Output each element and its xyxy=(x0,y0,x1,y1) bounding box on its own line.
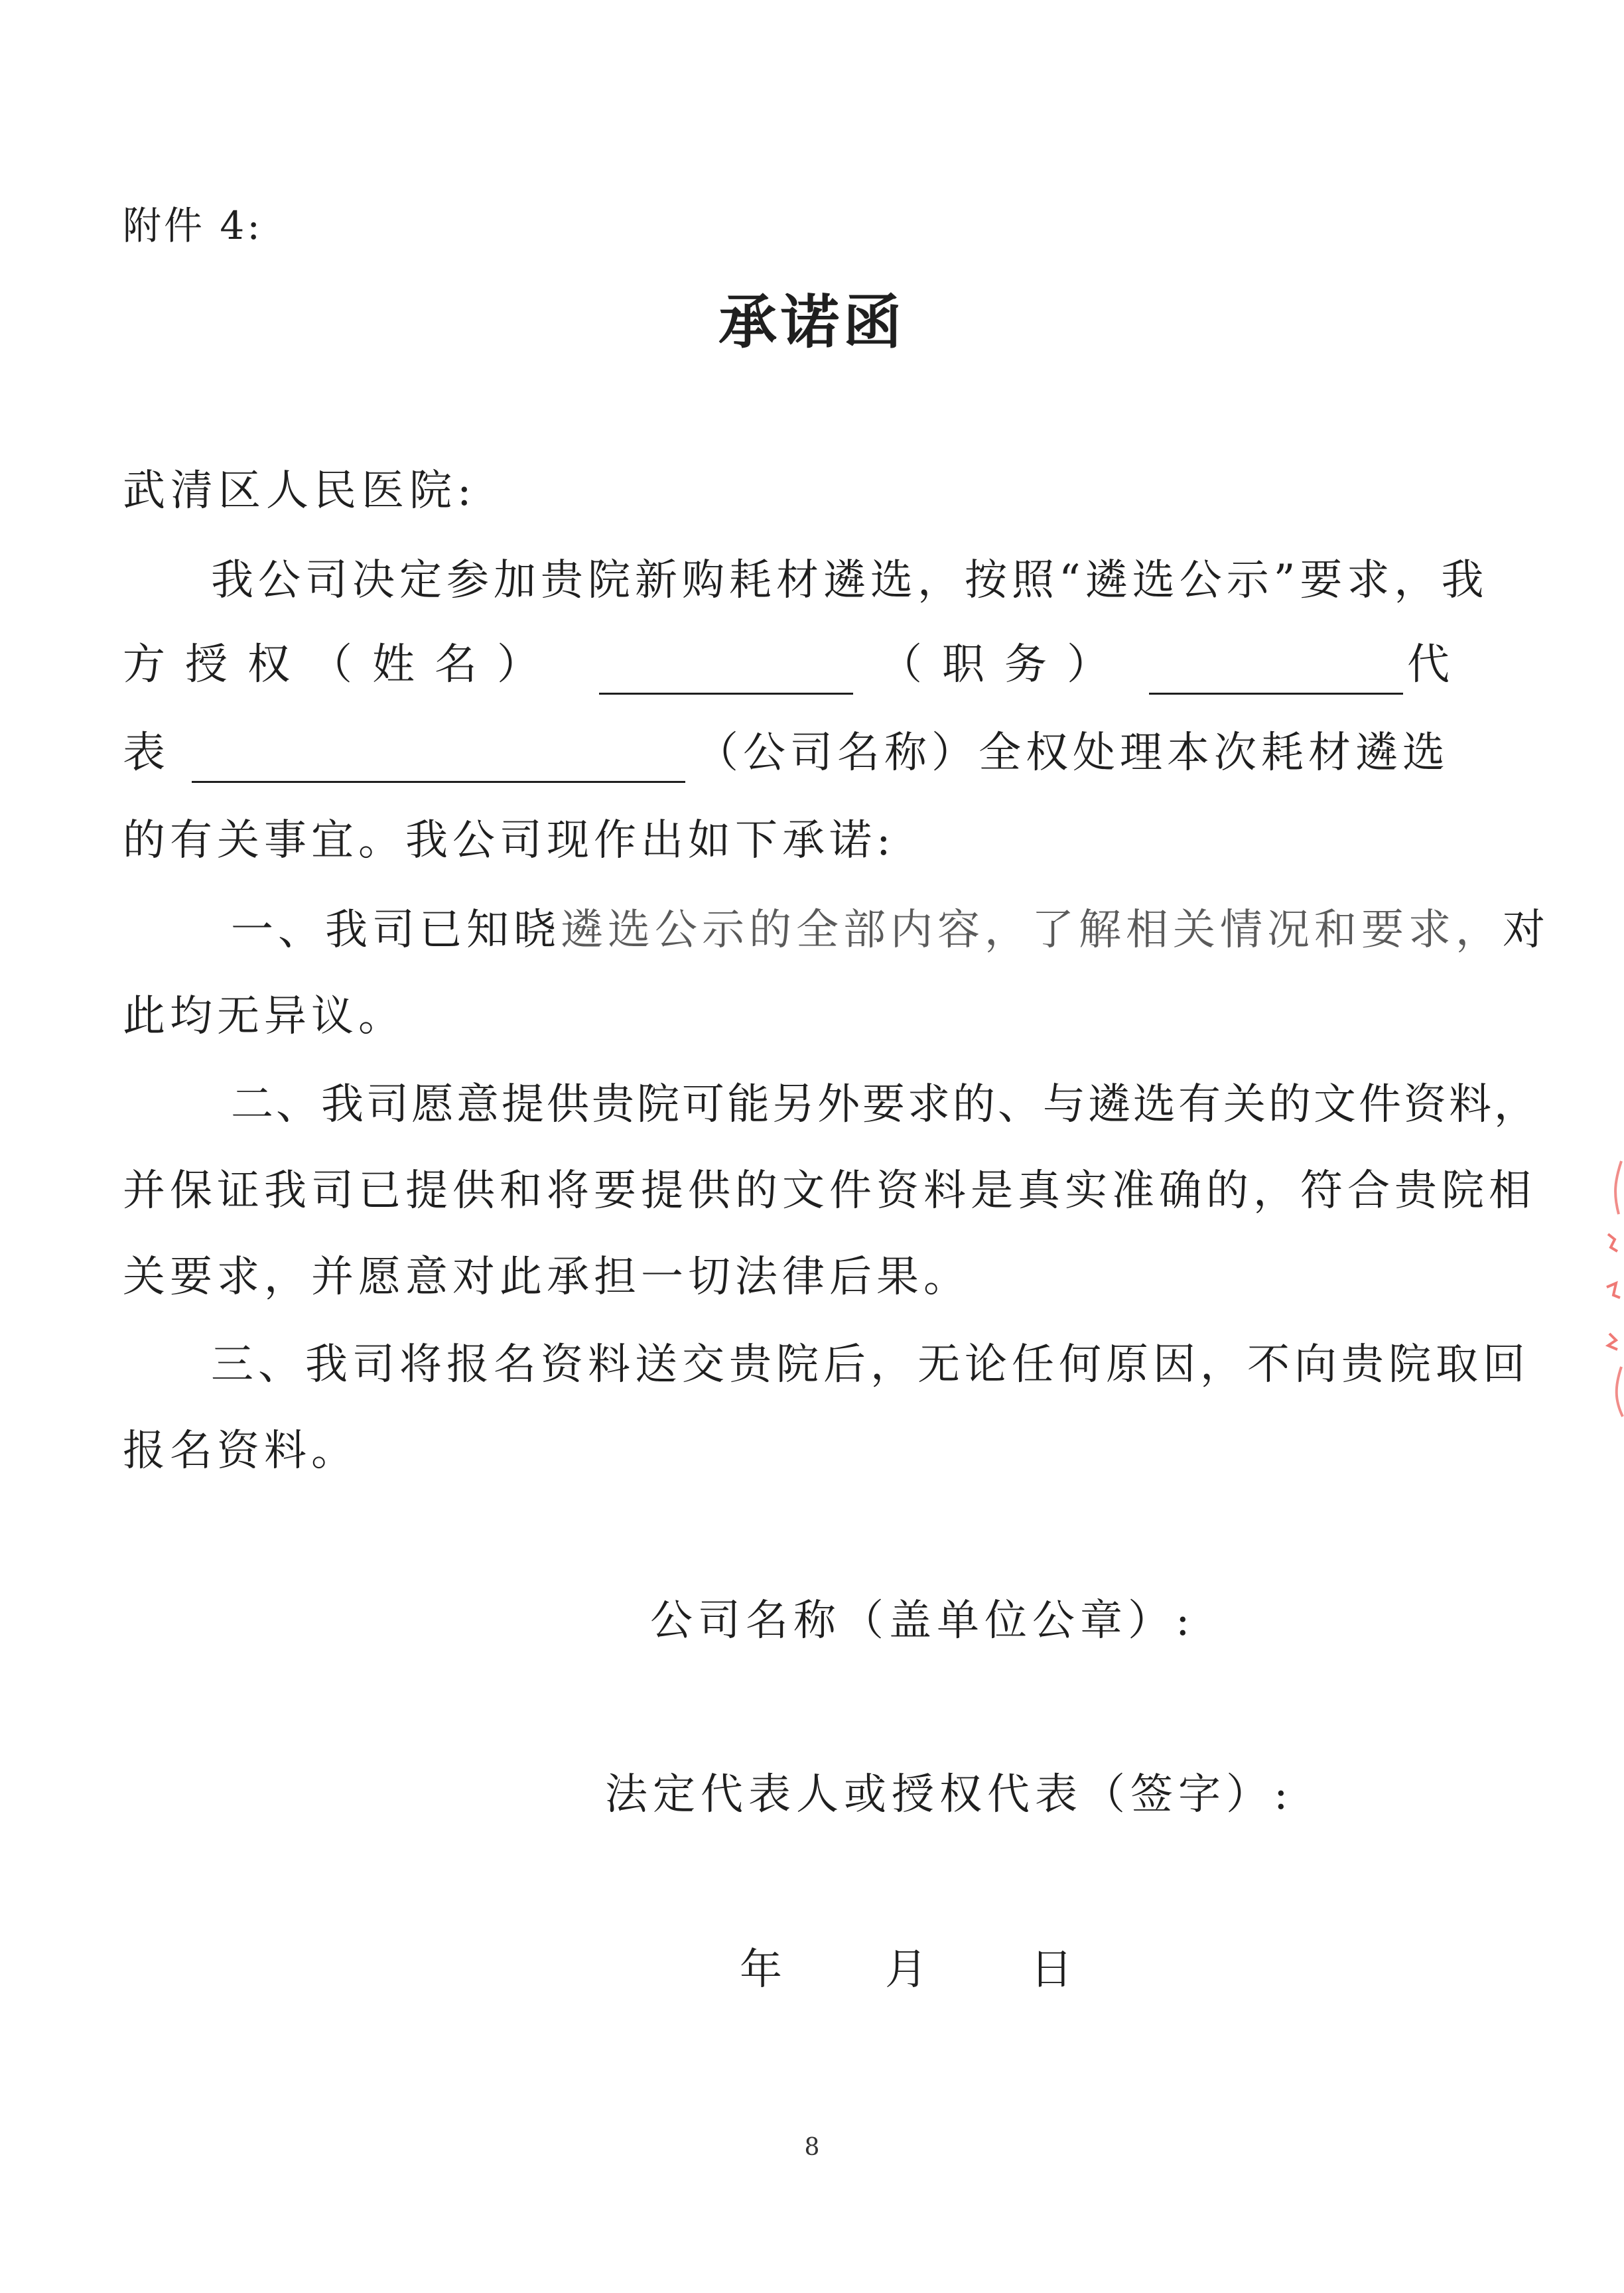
company-blank xyxy=(192,734,685,783)
position-blank xyxy=(1149,646,1403,695)
company-seal-label: 公司名称（盖单位公章）: xyxy=(650,1596,1195,1645)
name-blank xyxy=(599,646,853,695)
date-line xyxy=(740,1940,1073,2000)
paragraph1-line2 xyxy=(123,635,1450,695)
paragraph2-line1-a: 一、我司已知晓 xyxy=(231,906,561,955)
paragraph1-line3 xyxy=(123,723,1450,783)
seal-fragment-icon xyxy=(1595,1154,1624,1420)
paragraph2-line2: 此均无异议。 xyxy=(123,992,405,1041)
paragraph3-line3: 关要求，并愿意对此承担一切法律后果。 xyxy=(123,1253,971,1302)
paragraph4-line2: 报名资料。 xyxy=(123,1426,358,1476)
representative-signature-label: 法定代表人或授权代表（签字）: xyxy=(605,1770,1294,1819)
paragraph2-line1-b: 遴选公示的全部内容，了解相关情况和要求， xyxy=(561,906,1503,955)
position-label: （职务） xyxy=(880,640,1129,689)
day-label: 日 xyxy=(1030,1945,1073,1994)
authorize-label: 方授权（姓名） xyxy=(123,640,559,689)
represent-char-start: 表 xyxy=(123,729,165,778)
page-number: 8 xyxy=(804,2134,820,2161)
paragraph3-line1: 二、我司愿意提供贵院可能另外要求的、与遴选有关的文件资料， xyxy=(231,1080,1539,1129)
year-label: 年 xyxy=(740,1945,782,1994)
salutation: 武清区人民医院: xyxy=(123,466,477,516)
paragraph2-line1 xyxy=(231,900,1550,960)
paragraph1-line1: 我公司决定参加贵院新购耗材遴选，按照“遴选公示”要求，我 xyxy=(211,556,1489,605)
paragraph1-line4: 的有关事宜。我公司现作出如下承诺: xyxy=(123,816,896,865)
paragraph2-line1-c: 对 xyxy=(1503,906,1550,955)
paragraph3-line2: 并保证我司已提供和将要提供的文件资料是真实准确的，符合贵院相 xyxy=(123,1166,1536,1216)
month-label: 月 xyxy=(885,1945,927,1994)
document-title: 承诺函 xyxy=(718,287,906,356)
company-label: （公司名称）全权处理本次耗材遴选 xyxy=(696,729,1450,778)
paragraph4-line1: 三、我司将报名资料送交贵院后，无论任何原因，不向贵院取回 xyxy=(211,1340,1530,1389)
represent-char-end: 代 xyxy=(1407,640,1450,689)
attachment-label: 附件 4: xyxy=(123,203,263,248)
